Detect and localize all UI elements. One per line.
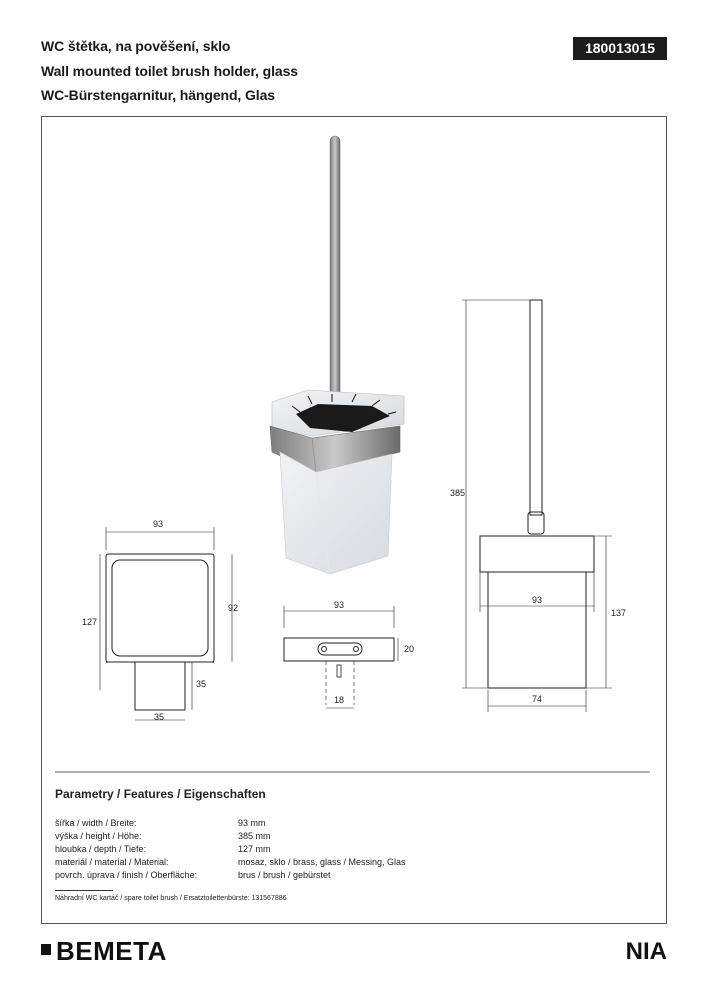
bracket-view <box>284 606 398 708</box>
product-photo <box>270 136 404 574</box>
product-code-badge: 180013015 <box>573 37 667 60</box>
dim-bracket-width: 93 <box>334 600 345 610</box>
dim-bracket-slot: 18 <box>334 695 345 705</box>
brand-logo: BEMETA <box>56 936 167 966</box>
param-label-width: šířka / width / Breite: <box>55 818 137 828</box>
param-label-material: materiál / material / Material: <box>55 857 169 867</box>
dim-front-depth-side: 92 <box>228 603 239 613</box>
front-view <box>100 527 232 720</box>
param-value-width: 93 mm <box>238 818 266 828</box>
param-value-depth: 127 mm <box>238 844 271 854</box>
series-name: NIA <box>625 938 667 965</box>
side-view <box>462 300 612 712</box>
param-value-material: mosaz, sklo / brass, glass / Messing, Glas <box>238 857 406 867</box>
dim-front-foot-height: 35 <box>196 679 207 689</box>
param-label-finish: povrch. úprava / finish / Oberfläche: <box>55 870 198 880</box>
brand-logo-mark <box>41 944 51 955</box>
dim-front-height: 127 <box>82 617 98 627</box>
param-value-height: 385 mm <box>238 831 271 841</box>
param-value-finish: brus / brush / gebürstet <box>238 870 331 880</box>
dim-front-foot-width: 35 <box>154 712 165 722</box>
param-label-depth: hloubka / depth / Tiefe: <box>55 844 147 854</box>
title-english: Wall mounted toilet brush holder, glass <box>41 63 298 79</box>
spare-part-note: Náhradní WC kartáč / spare toilet brush / Ersatztoilettenbürste: 131567886 <box>55 895 287 902</box>
dim-side-glass-width: 74 <box>532 694 543 704</box>
dim-side-width: 93 <box>532 595 543 605</box>
dim-bracket-height: 20 <box>404 644 415 654</box>
title-czech: WC štětka, na pověšení, sklo <box>41 38 231 54</box>
dim-front-width: 93 <box>153 519 164 529</box>
dim-side-total-height: 385 <box>450 488 466 498</box>
parameters-heading: Parametry / Features / Eigenschaften <box>55 787 266 801</box>
title-german: WC-Bürstengarnitur, hängend, Glas <box>41 87 275 103</box>
dim-side-body-height: 137 <box>611 608 627 618</box>
param-label-height: výška / height / Höhe: <box>55 831 142 841</box>
spare-part-divider <box>55 890 113 891</box>
